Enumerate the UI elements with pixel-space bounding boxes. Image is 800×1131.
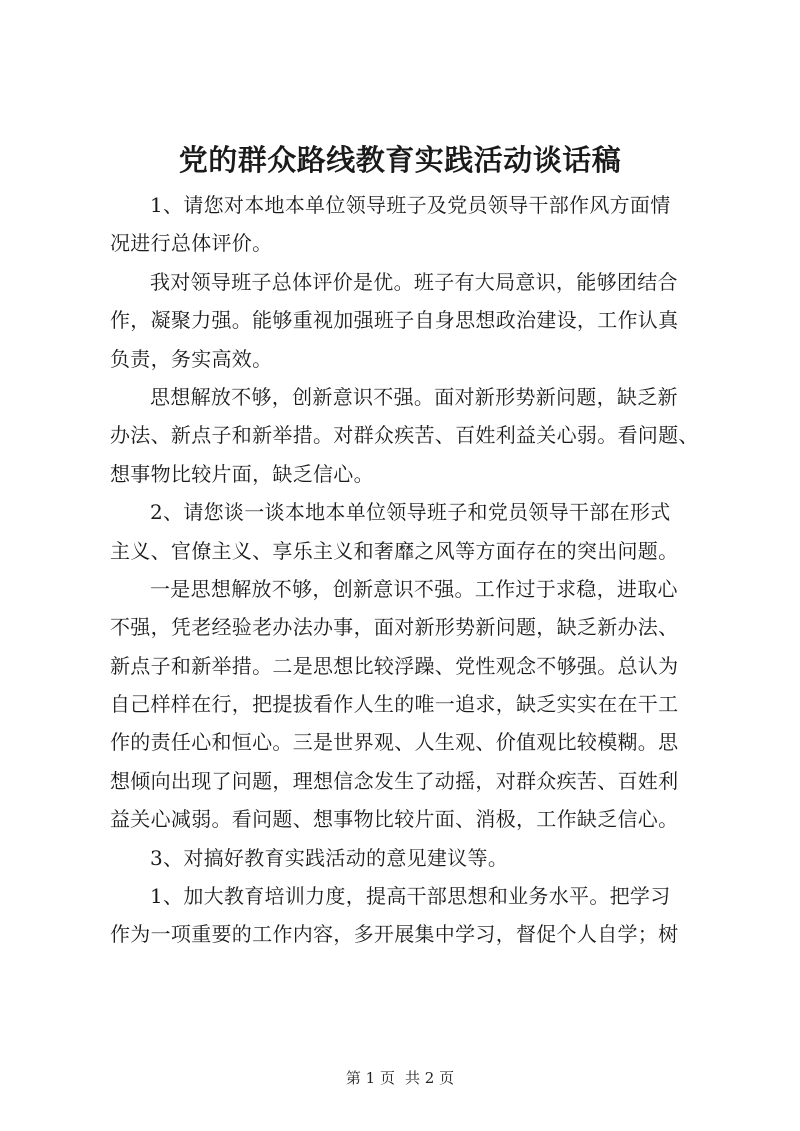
text-line: 作为一项重要的工作内容，多开展集中学习，督促个人自学；树 — [110, 922, 679, 947]
text-line: 新点子和新举措。二是思想比较浮躁、党性观念不够强。总认为 — [110, 653, 679, 678]
text-line: 作的责任心和恒心。三是世界观、人生观、价值观比较模糊。思 — [110, 730, 679, 755]
text-line: 负责，务实高效。 — [110, 346, 273, 371]
page-total: 共 2 页 — [405, 1069, 455, 1087]
text-line: 一是思想解放不够，创新意识不强。工作过于求稳，进取心 — [150, 576, 678, 601]
text-line: 况进行总体评价。 — [110, 231, 273, 256]
page-number: 第 1 页 — [345, 1069, 395, 1087]
text-line: 想倾向出现了问题，理想信念发生了动摇，对群众疾苦、百姓利 — [110, 768, 679, 793]
text-line: 思想解放不够，创新意识不强。面对新形势新问题，缺乏新 — [150, 384, 678, 409]
document-body — [110, 186, 702, 954]
text-line: 我对领导班子总体评价是优。班子有大局意识，能够团结合 — [150, 269, 678, 294]
text-line: 2、请您谈一谈本地本单位领导班子和党员领导干部在形式 — [150, 500, 671, 525]
text-line: 1、加大教育培训力度，提高干部思想和业务水平。把学习 — [150, 884, 671, 909]
text-line: 3、对搞好教育实践活动的意见建议等。 — [150, 845, 509, 870]
text-line: 办法、新点子和新举措。对群众疾苦、百姓利益关心弱。看问题、 — [110, 423, 699, 448]
text-line: 想事物比较片面，缺乏信心。 — [110, 461, 374, 486]
page-footer — [0, 1068, 800, 1088]
text-line: 作，凝聚力强。能够重视加强班子自身思想政治建设，工作认真 — [110, 308, 679, 333]
text-line: 主义、官僚主义、享乐主义和奢靡之风等方面存在的突出问题。 — [110, 538, 679, 563]
text-line: 1、请您对本地本单位领导班子及党员领导干部作风方面情 — [150, 193, 671, 217]
text-line: 不强，凭老经验老办法办事，面对新形势新问题，缺乏新办法、 — [110, 615, 679, 640]
text-line: 自己样样在行，把提拔看作人生的唯一追求，缺乏实实在在干工 — [110, 692, 679, 717]
text-line: 益关心减弱。看问题、想事物比较片面、消极，工作缺乏信心。 — [110, 807, 679, 832]
document-title: 党的群众路线教育实践活动谈话稿 — [178, 143, 622, 177]
